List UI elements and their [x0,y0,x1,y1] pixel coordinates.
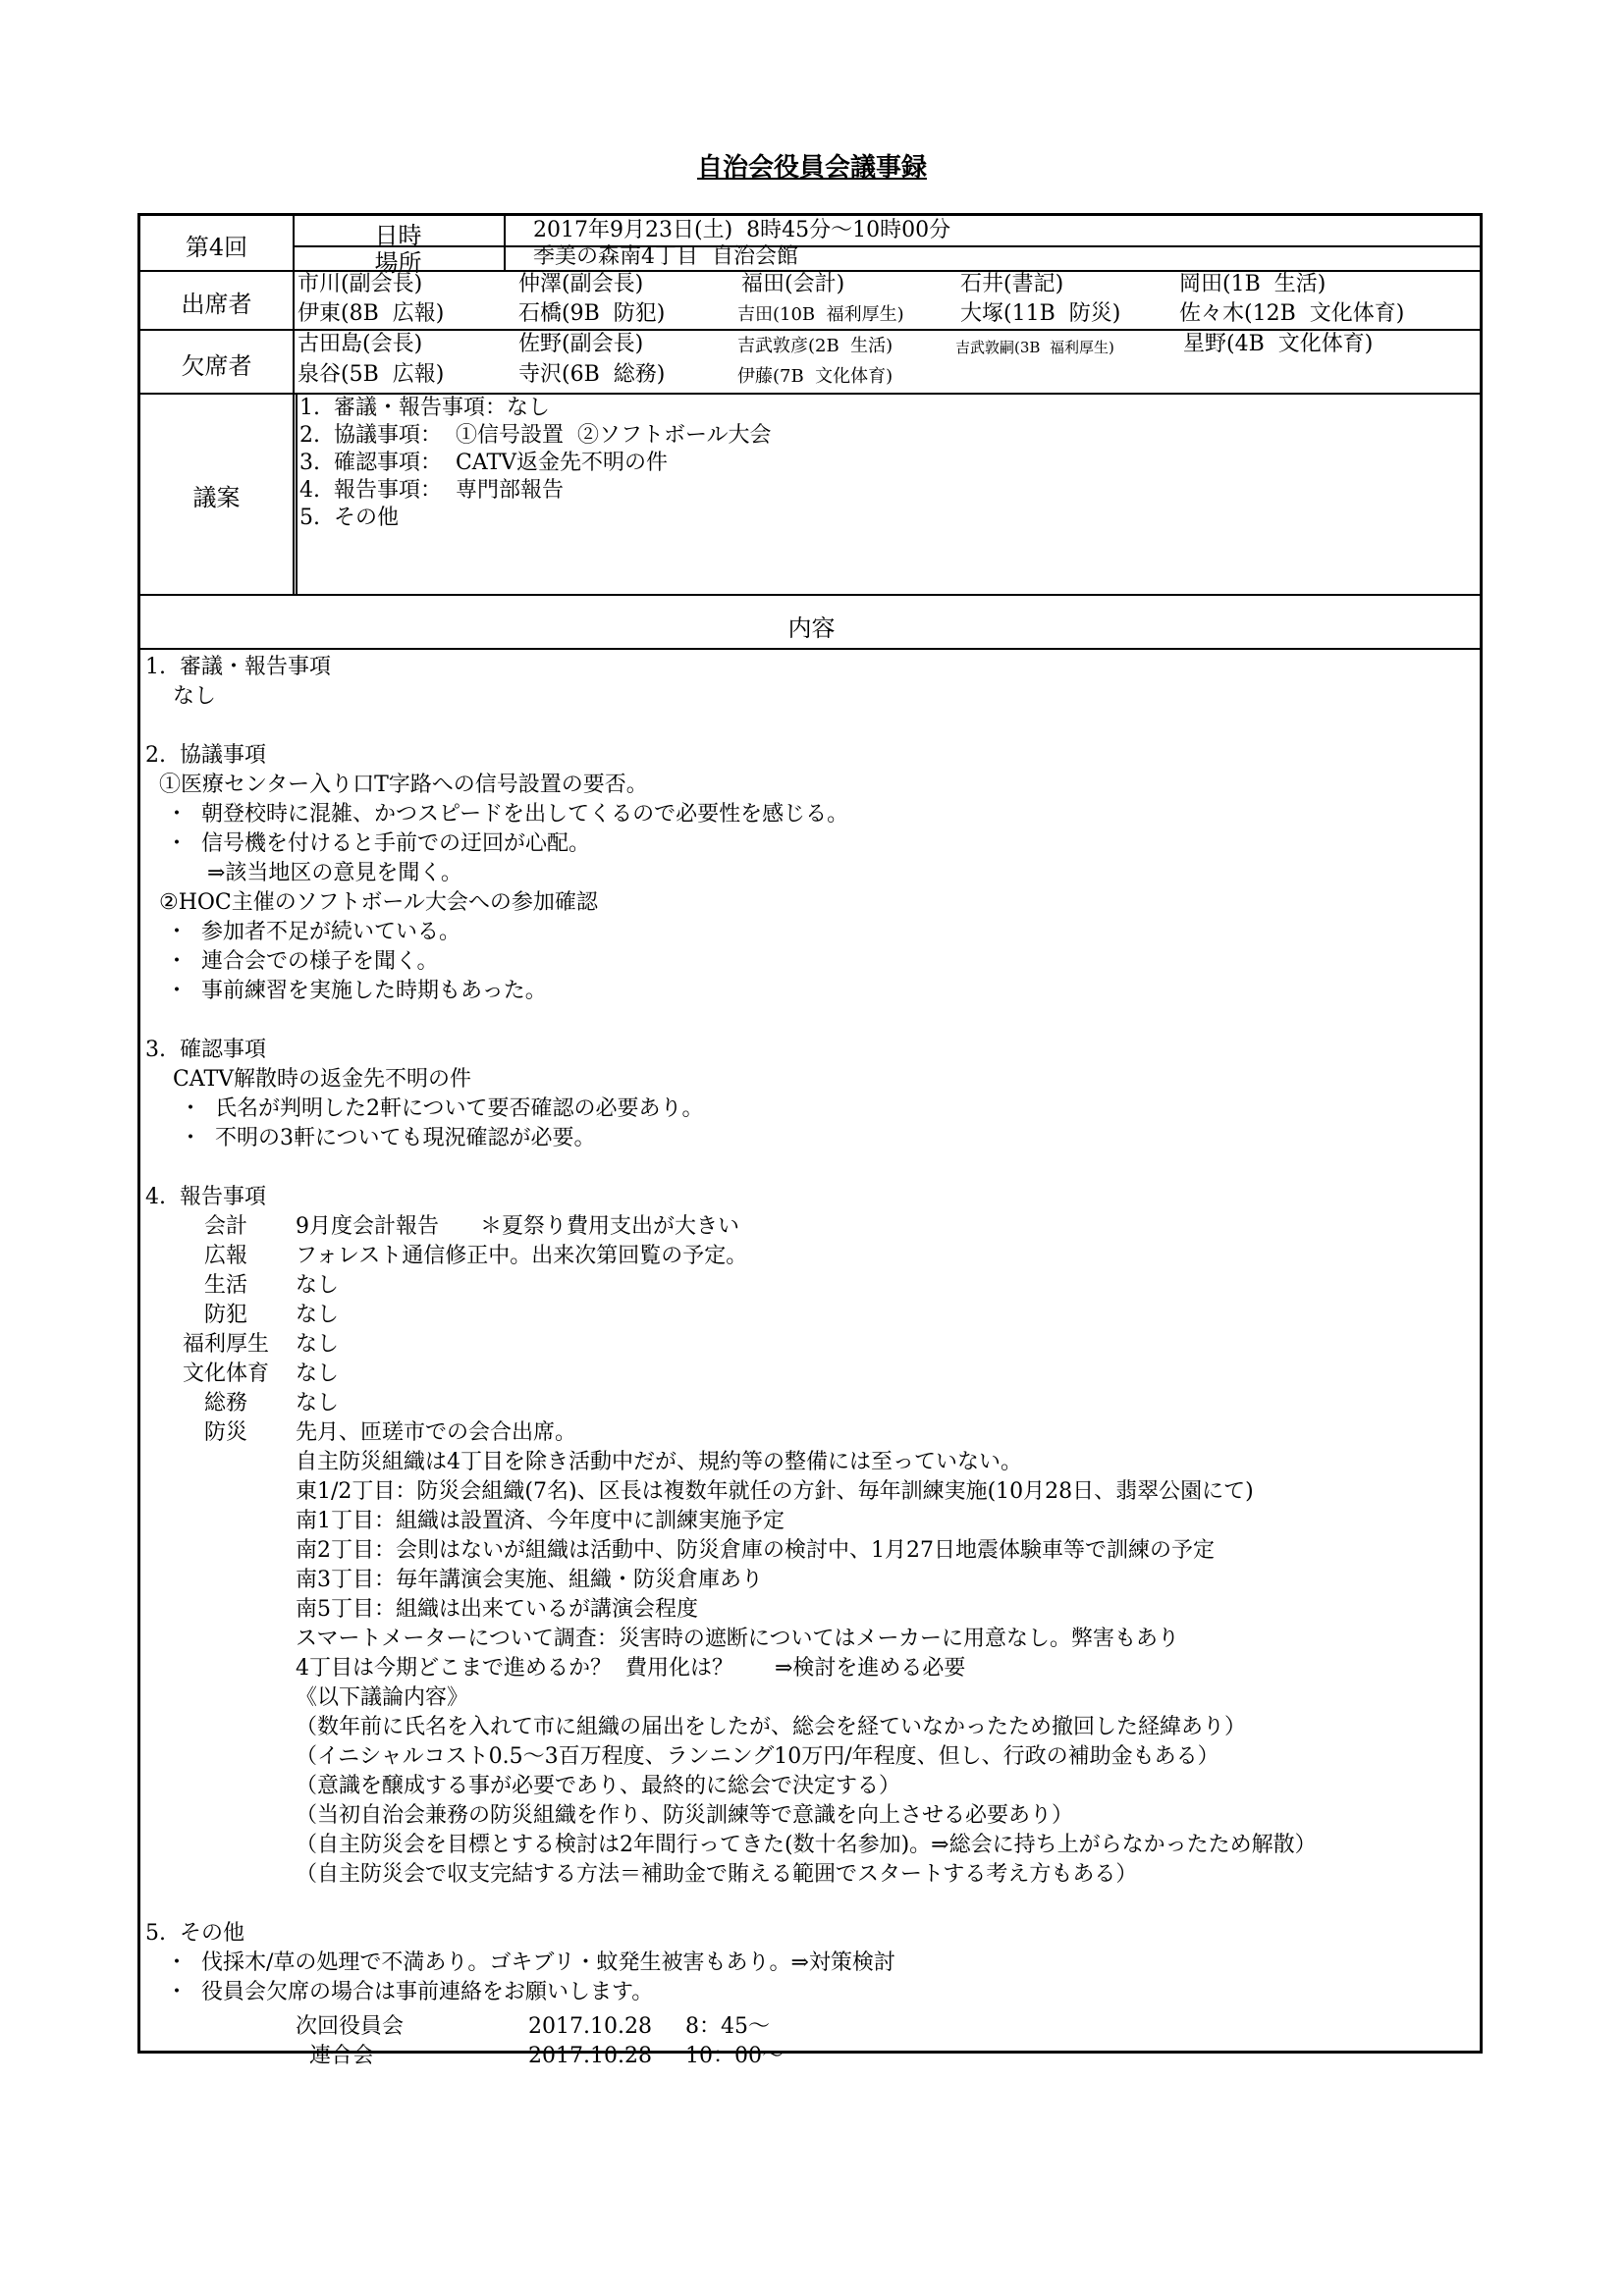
absentees-label: 欠席者 [181,352,252,380]
content-label: 内容 [787,614,836,642]
section-1-title: 1. 審議・報告事項 [145,655,331,679]
section-2-line: ・ 参加者不足が続いている。 [145,920,460,944]
attendee: 岡田(1B 生活) [1179,272,1326,296]
section-2-line: ・ 朝登校時に混雑、かつスピードを出してくるので必要性を感じる。 [145,802,849,827]
section-3-line: CATV解散時の返金先不明の件 [145,1067,472,1092]
bousai-line: 南2丁目：会則はないが組織は活動中、防災倉庫の検討中、1月27日地震体験車等で訓練の予定 [296,1538,1215,1563]
report-dept: 防災 [203,1420,247,1445]
report-value: 9月度会計報告 ＊夏祭り費用支出が大きい [296,1214,739,1239]
report-value: なし [296,1303,340,1327]
attendee: 石橋(9B 防犯) [518,301,666,326]
section-2-line: ・ 信号機を付けると手前での迂回が心配。 [145,831,590,856]
agenda-item: 2. 協議事項： ①信号設置 ②ソフトボール大会 [299,423,772,448]
report-value: なし [296,1332,340,1357]
report-value: なし [296,1391,340,1415]
absentee: 古田島(会長) [298,332,423,356]
attendee: 伊東(8B 広報) [298,301,445,326]
report-value: なし [296,1362,340,1386]
bousai-line: 4丁目は今期どこまで進めるか？ 費用化は？ ⇒検討を進める必要 [296,1656,966,1681]
place-label: 場所 [374,249,422,277]
agenda-item: 1. 審議・報告事項：なし [299,396,550,420]
section-2-line: ・ 連合会での様子を聞く。 [145,949,439,974]
report-dept: 広報 [203,1244,247,1268]
section-2-line: ②HOC主催のソフトボール大会への参加確認 [145,890,598,915]
report-dept: 生活 [203,1273,247,1298]
agenda-item: 3. 確認事項： CATV返金先不明の件 [299,451,669,475]
next-meeting-date: 2017.10.28 [528,2014,652,2039]
bousai-line: 南3丁目：毎年講演会実施、組織・防災倉庫あり [296,1568,763,1592]
absentee: 寺沢(6B 総務) [518,362,666,387]
document-title: 自治会役員会議事録 [696,153,927,183]
agenda-item: 4. 報告事項： 専門部報告 [299,478,564,503]
section-2-line: ①医療センター入り口T字路への信号設置の要否。 [145,773,648,797]
absentee: 佐野(副会長) [518,332,644,356]
bousai-line: 南5丁目：組織は出来ているが講演会程度 [296,1597,698,1622]
attendees-label: 出席者 [181,291,252,318]
attendee: 大塚(11B 防災) [960,301,1121,326]
bousai-line: （数年前に氏名を入れて市に組織の届出をしたが、総会を経ていなかったため撤回した経緯あり） [296,1715,1247,1739]
datetime-label: 日時 [374,222,422,249]
section-5-title: 5. その他 [145,1921,244,1946]
datetime-value: 2017年9月23日(土) 8時45分～10時00分 [533,218,951,242]
report-dept: 文化体育 [182,1362,269,1386]
section-3-line: ・ 氏名が判明した2軒について要否確認の必要あり。 [145,1096,704,1121]
absentee: 吉武敦嗣(3B 福利厚生) [955,339,1114,356]
report-dept: 会計 [203,1214,247,1239]
minutes-table [137,213,1483,2068]
agenda-label: 議案 [192,484,241,511]
section-3-line: ・ 不明の3軒についても現況確認が必要。 [145,1126,596,1150]
report-value: フォレスト通信修正中。出来次第回覧の予定。 [296,1244,748,1268]
bousai-line: 東1/2丁目：防災会組織(7名)、区長は複数年就任の方針、毎年訓練実施(10月28日、翡翠公園にて) [296,1479,1254,1504]
bousai-line: （自主防災会を目標とする検討は2年間行ってきた(数十名参加)。⇒総会に持ち上がらなかったため解散） [296,1833,1317,1857]
agenda-item: 5. その他 [299,506,399,530]
place-value: 季美の森南4丁目 自治会館 [533,244,798,269]
bousai-line: スマートメーターについて調査：災害時の遮断についてはメーカーに用意なし。弊害もあり [296,1627,1180,1651]
section-3-title: 3. 確認事項 [145,1038,266,1062]
bousai-line: （当初自治会兼務の防災組織を作り、防災訓練等で意識を向上させる必要あり） [296,1803,1074,1828]
bousai-line: 《以下議論内容》 [296,1685,469,1710]
absentee: 伊藤(7B 文化体育) [737,366,893,387]
section-5-line: ・ 役員会欠席の場合は事前連絡をお願いします。 [145,1980,654,2004]
report-value: 先月、匝瑳市での会合出席。 [296,1420,577,1445]
absentee: 星野(4B 文化体育) [1183,332,1374,356]
attendee: 吉田(10B 福利厚生) [737,304,904,325]
attendee: 福田(会計) [741,272,845,296]
attendee: 市川(副会長) [298,272,423,296]
attendee: 仲澤(副会長) [518,272,644,296]
next-meeting-time: 8：45～ [685,2014,770,2039]
report-dept: 総務 [203,1391,247,1415]
section-2-title: 2. 協議事項 [145,743,266,768]
section-2-line: ・ 事前練習を実施した時期もあった。 [145,979,547,1003]
next-meeting-time: 10：00～ [685,2044,784,2068]
bousai-line: （自主防災会で収支完結する方法＝補助金で賄える範囲でスタートする考え方もある） [296,1862,1138,1887]
bousai-line: 自主防災組織は4丁目を除き活動中だが、規約等の整備には至っていない。 [296,1450,1022,1474]
attendee: 石井(書記) [960,272,1064,296]
report-dept: 福利厚生 [182,1332,269,1357]
next-meeting-date: 2017.10.28 [528,2044,652,2068]
absentee: 吉武敦彦(2B 生活) [737,336,893,356]
section-4-title: 4. 報告事項 [145,1185,266,1209]
content-body [140,216,1483,2068]
attendee: 佐々木(12B 文化体育) [1179,301,1405,326]
absentee: 泉谷(5B 広報) [298,362,445,387]
report-value: なし [296,1273,340,1298]
next-meeting-label: 連合会 [296,2044,374,2068]
bousai-line: 南1丁目：組織は設置済、今年度中に訓練実施予定 [296,1509,785,1533]
next-meeting-label: 次回役員会 [296,2014,405,2039]
report-dept: 防犯 [203,1303,247,1327]
meeting-number: 第4回 [185,234,248,261]
section-1-line: なし [145,684,216,709]
section-2-line: ⇒該当地区の意見を聞く。 [145,861,462,885]
bousai-line: （イニシャルコスト0.5～3百万程度、ランニング10万円/年程度、但し、行政の補助金もある） [296,1744,1219,1769]
section-5-line: ・ 伐採木/草の処理で不満あり。ゴキブリ・蚊発生被害もあり。⇒対策検討 [145,1950,895,1975]
bousai-line: （意識を醸成する事が必要であり、最終的に総会で決定する） [296,1774,901,1798]
